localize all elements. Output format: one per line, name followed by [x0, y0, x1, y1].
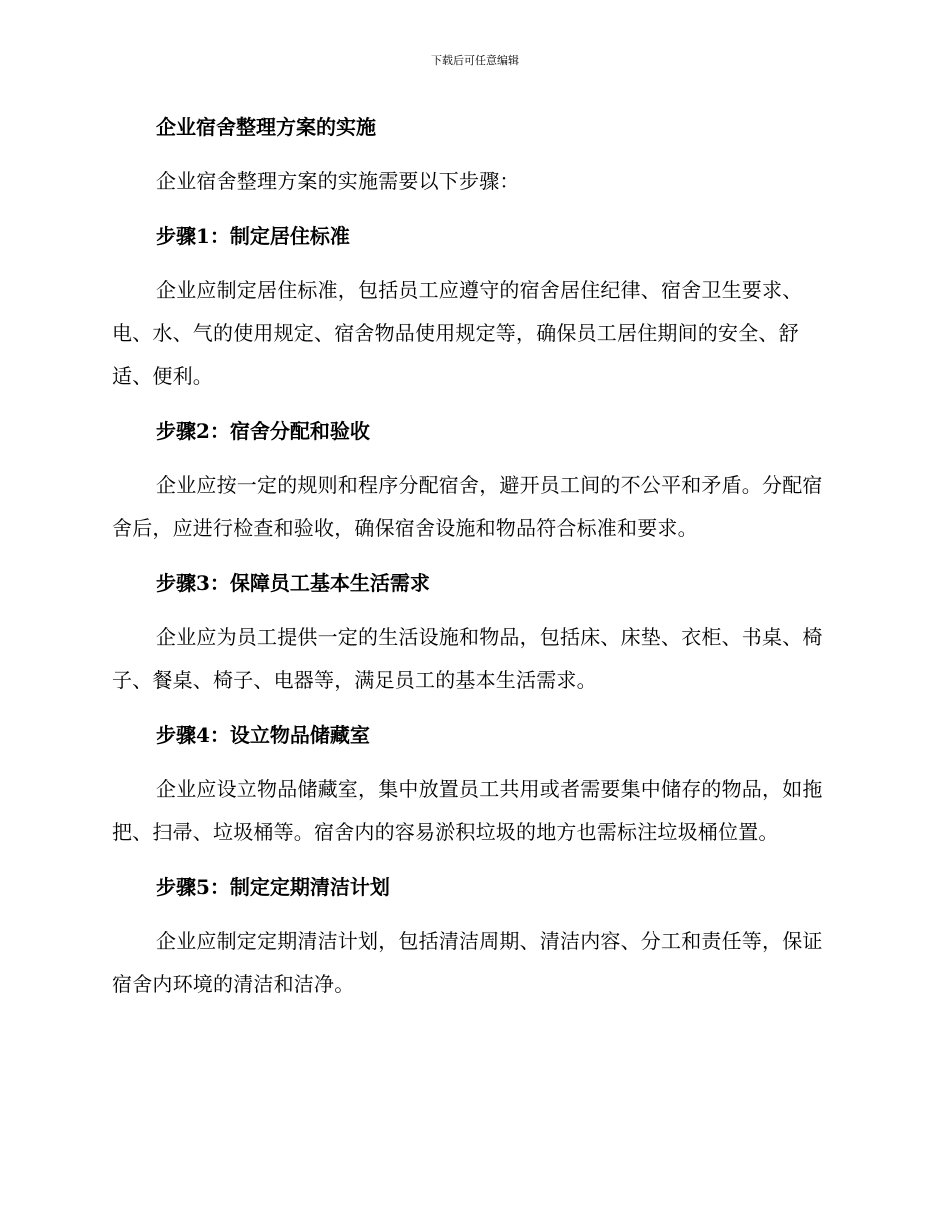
step-2-paragraph: 企业应按一定的规则和程序分配宿舍，避开员工间的不公平和矛盾。分配宿舍后，应进行检查和验收，确保宿舍设施和物品符合标准和要求。	[112, 473, 823, 540]
document-body	[112, 106, 832, 1018]
step-4-paragraph: 企业应设立物品储藏室，集中放置员工共用或者需要集中储存的物品，如拖把、扫帚、垃圾桶等。宿舍内的容易淤积垃圾的地方也需标注垃圾桶位置。	[112, 777, 823, 844]
step-1-heading: 步骤1：制定居住标准	[156, 224, 350, 248]
intro-paragraph: 企业宿舍整理方案的实施需要以下步骤：	[156, 169, 520, 193]
step-5-paragraph: 企业应制定定期清洁计划，包括清洁周期、清洁内容、分工和责任等，保证宿舍内环境的清洁和洁净。	[112, 929, 823, 996]
step-1-paragraph: 企业应制定居住标准，包括员工应遵守的宿舍居住纪律、宿舍卫生要求、电、水、气的使用规定、宿舍物品使用规定等，确保员工居住期间的安全、舒适、便利。	[112, 278, 803, 388]
step-3-heading: 步骤3：保障员工基本生活需求	[156, 571, 430, 595]
step-3-paragraph: 企业应为员工提供一定的生活设施和物品，包括床、床垫、衣柜、书桌、椅子、餐桌、椅子、电器等，满足员工的基本生活需求。	[112, 625, 823, 692]
step-2-heading: 步骤2：宿舍分配和验收	[156, 419, 370, 443]
step-5-heading: 步骤5：制定定期清洁计划	[156, 875, 390, 899]
document-title: 企业宿舍整理方案的实施	[156, 115, 376, 139]
page-header: 下载后可任意编辑	[431, 54, 519, 67]
step-4-heading: 步骤4：设立物品储藏室	[156, 723, 370, 747]
